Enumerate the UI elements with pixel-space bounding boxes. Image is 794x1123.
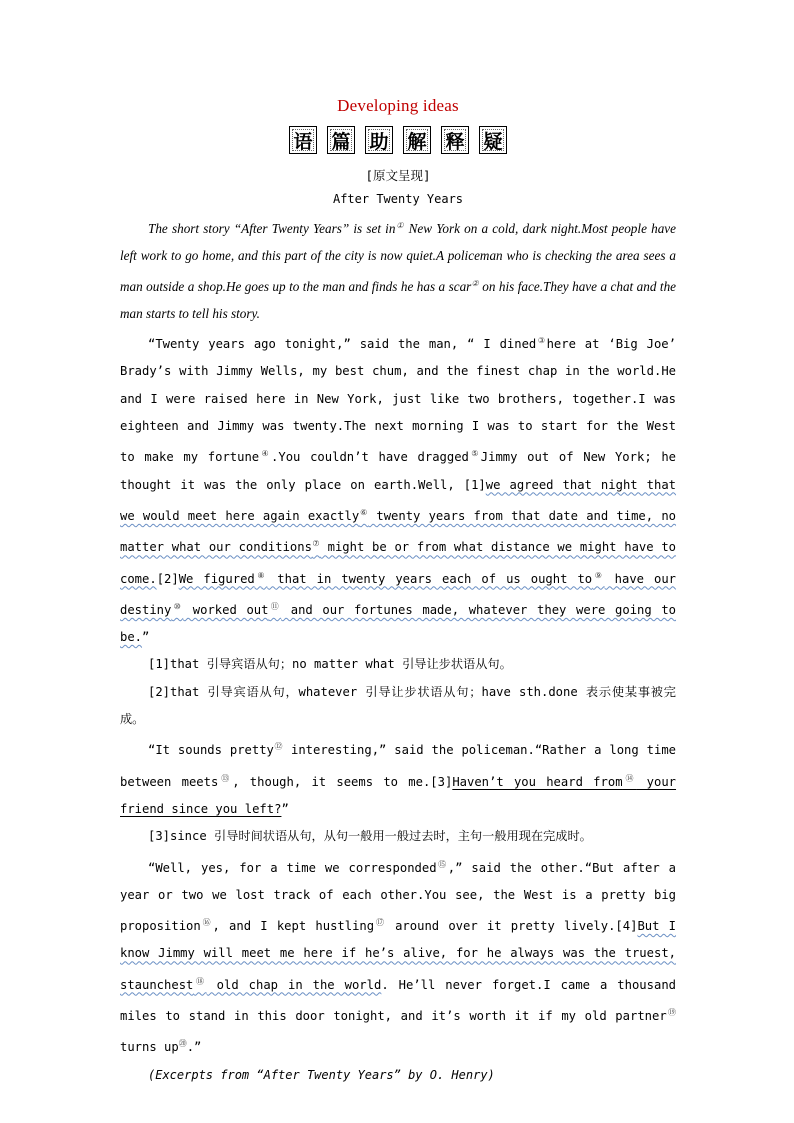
text-run: . He’ll never forget.I came a thousand miles to stand in this door tonight, and it’s worth it if my old partner (120, 977, 676, 1024)
text-run: Haven’t you heard from (452, 774, 623, 789)
note-marker: ⑯ (200, 918, 213, 928)
text-run: New York on a cold, dark night.Most people have left work to go home, and this part of the city is now quiet.A policeman who is checking the area sees a man outside a shop.He goes up to the man and finds he has a scar (120, 221, 677, 294)
note-marker: ⑥ (359, 507, 369, 517)
banner-char: 篇 (327, 126, 355, 154)
text-run: Jimmy out of New York; he thought it was the only place on earth.Well, [1] (120, 450, 677, 492)
text-run: “Well, yes, for a time we corresponded (148, 860, 437, 875)
text-run: , though, it seems to me.[3] (232, 774, 453, 789)
text-run: “It sounds pretty (148, 743, 274, 758)
text-run: .You couldn’t have dragged (271, 450, 469, 465)
text-run: have our destiny (120, 571, 677, 617)
text-run: on his face.They have a chat and the man starts to tell his story. (120, 278, 677, 321)
note-marker: ⑦ (311, 539, 320, 549)
note-marker: ⑳ (178, 1039, 187, 1049)
story-paragraph-1 (120, 327, 676, 651)
text-run: ” (281, 801, 289, 816)
banner-char: 释 (441, 126, 469, 154)
grammar-note-2: [2]that 引导宾语从句，whatever 引导让步状语从句；have sth.done 表示使某事被完成。 (120, 684, 676, 727)
text-run: and our fortunes made, whatever they were going to be. (120, 602, 677, 645)
note-marker: ⑬ (218, 773, 233, 783)
text-run: The short story “After Twenty Years” is set in (148, 221, 396, 236)
note-marker: ⑪ (268, 601, 282, 611)
note-marker: ② (471, 278, 479, 288)
underlined-sentence-1 (120, 478, 676, 586)
text-run: ,” said the other.“But after a year or two we lost track of each other.You see, the West is a pretty big proposition (120, 860, 677, 934)
underlined-sentence-2 (120, 572, 676, 645)
text-run: , and I kept hustling (212, 919, 375, 934)
text-run: here at ‘Big Joe’ Brady’s with Jimmy Wells, my best chum, and the finest chap in the world.He and I were raised here in New York, just like two brothers, together.I was eighteen and Jimmy was twenty.The next morning I was to start for the West to make my fortune (120, 337, 676, 465)
text-run: around over it pretty lively.[4] (385, 919, 638, 934)
text-run: your friend since you left? (120, 774, 677, 816)
note-marker: ⑫ (273, 742, 284, 752)
text-run: worked out (183, 602, 269, 617)
section-title: Developing ideas (337, 96, 459, 115)
note-marker: ① (395, 221, 405, 230)
text-run: we agreed that night that we would meet here again exactly (120, 477, 677, 523)
note-marker: ⑰ (374, 918, 386, 928)
note-marker: ③ (536, 336, 547, 346)
note-marker: ⑩ (171, 601, 184, 611)
note-marker: ⑮ (436, 859, 448, 869)
note-marker: ⑤ (468, 449, 481, 459)
note-marker: ⑧ (254, 570, 268, 580)
story-title: After Twenty Years (332, 192, 464, 206)
heading-banner (120, 126, 676, 154)
document-page (120, 96, 676, 1089)
text-run: twenty years from that date and time, no matter what our conditions (120, 508, 677, 555)
text-run: We figured (178, 571, 255, 586)
note-marker: ⑱ (193, 976, 207, 986)
grammar-note-1: [1]that 引导宾语从句；no matter what 引导让步状语从句。 (148, 657, 512, 672)
section-label: [原文呈现] (365, 168, 431, 183)
text-run: “Twenty years ago tonight,” said the man, “ I dined (148, 337, 537, 352)
story-paragraph-2 (120, 733, 676, 823)
text-run: interesting,” said the policeman.“Rather a long time between meets (120, 743, 676, 789)
banner-char: 助 (365, 126, 393, 154)
source-citation: (Excerpts from “After Twenty Years” by O. Henry) (148, 1067, 495, 1082)
banner-char: 语 (289, 126, 317, 154)
story-paragraph-3 (120, 851, 676, 1062)
banner-char: 解 (403, 126, 431, 154)
text-run: [2] (156, 571, 179, 586)
text-run: But I know Jimmy will meet me here if he’s alive, for he always was the truest, staunchest (120, 919, 677, 992)
note-marker: ⑭ (622, 773, 637, 783)
text-run: turns up (120, 1040, 179, 1055)
note-marker: ④ (259, 449, 272, 459)
text-run: old chap in the world (206, 977, 382, 992)
text-run: .” (186, 1040, 202, 1055)
text-run: ” (142, 630, 150, 645)
text-run: that in twenty years each of us ought to (267, 571, 593, 586)
grammar-note-3: [3]since 引导时间状语从句，从句一般用一般过去时，主句一般用现在完成时。 (148, 829, 592, 844)
intro-paragraph (120, 212, 676, 327)
banner-char: 疑 (479, 126, 507, 154)
text-run: might be or from what distance we might have to come. (120, 540, 677, 586)
note-marker: ⑨ (592, 570, 605, 580)
note-marker: ⑲ (666, 1008, 676, 1018)
